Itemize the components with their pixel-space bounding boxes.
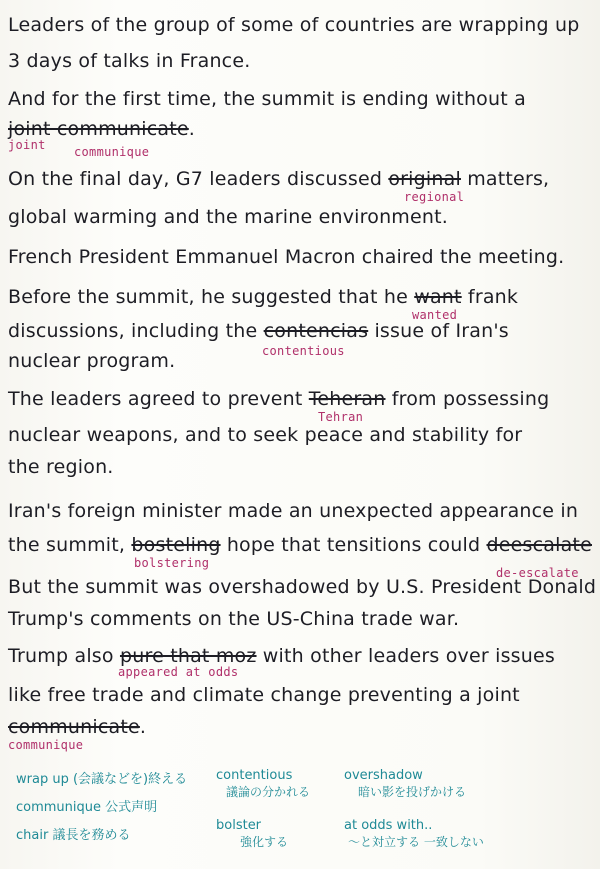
text-line-10 bbox=[8, 350, 175, 372]
text-line-4 bbox=[8, 118, 195, 140]
vocab-at-odds bbox=[344, 818, 484, 850]
struck-joint-communicate: joint communicate bbox=[8, 118, 189, 140]
text-line-15 bbox=[8, 534, 592, 556]
vocab-at-odds-term: at odds with.. bbox=[344, 818, 433, 833]
text-line-18 bbox=[8, 645, 555, 667]
struck-communicate: communicate bbox=[8, 716, 140, 738]
text-line-5-after: matters, bbox=[460, 168, 550, 190]
correction-appeared-at-odds: appeared at odds bbox=[118, 665, 239, 679]
text-line-8 bbox=[8, 286, 518, 308]
vocab-bolster-term: bolster bbox=[216, 818, 262, 833]
text-line-19-text: like free trade and climate change preventing a joint bbox=[8, 684, 520, 706]
text-line-18-after: with other leaders over issues bbox=[256, 645, 556, 667]
text-line-10-text: nuclear program. bbox=[8, 350, 176, 372]
vocab-wrap-up bbox=[16, 768, 187, 787]
text-line-7 bbox=[8, 246, 564, 268]
struck-teheran: Teheran bbox=[308, 388, 386, 410]
text-line-1 bbox=[8, 14, 579, 36]
text-line-5 bbox=[8, 168, 549, 190]
struck-pure-that-moz: pure that moz bbox=[119, 645, 257, 667]
correction-contentious: contentious bbox=[262, 344, 345, 358]
text-line-3 bbox=[8, 88, 526, 110]
struck-original: original bbox=[388, 168, 461, 190]
text-line-9-before: discussions, including the bbox=[8, 320, 264, 342]
text-line-15-after: hope that tensitions could bbox=[220, 534, 487, 556]
text-line-20-period: . bbox=[139, 716, 147, 738]
text-line-2 bbox=[8, 50, 250, 72]
correction-joint: joint bbox=[8, 138, 46, 152]
vocab-overshadow bbox=[344, 768, 466, 800]
text-line-3-text: And for the first time, the summit is ending without a bbox=[8, 88, 526, 110]
text-line-12 bbox=[8, 424, 522, 446]
text-line-1-text: Leaders of the group of some of countries are wrapping up bbox=[8, 14, 580, 36]
text-line-19 bbox=[8, 684, 520, 706]
vocab-contentious bbox=[216, 768, 310, 800]
text-line-14-text: Iran's foreign minister made an unexpected appearance in bbox=[8, 500, 579, 522]
text-line-15-before: the summit, bbox=[8, 534, 132, 556]
text-line-5-before: On the final day, G7 leaders discussed bbox=[8, 168, 389, 190]
vocab-bolster-meaning: 強化する bbox=[240, 835, 289, 849]
text-line-2-text: 3 days of talks in France. bbox=[8, 50, 251, 72]
struck-bosteling: bosteling bbox=[131, 534, 221, 556]
text-line-17 bbox=[8, 608, 459, 630]
text-line-13-text: the region. bbox=[8, 456, 114, 478]
correction-bolstering: bolstering bbox=[134, 556, 210, 570]
text-line-11-after: from possessing bbox=[385, 388, 550, 410]
vocab-chair-term: chair 議長を務める bbox=[16, 828, 131, 843]
text-line-8-before: Before the summit, he suggested that he bbox=[8, 286, 415, 308]
text-line-16-text: But the summit was overshadowed by U.S. President Donald bbox=[8, 576, 597, 598]
struck-deescalate: deescalate bbox=[486, 534, 592, 556]
text-line-12-text: nuclear weapons, and to seek peace and stability for bbox=[8, 424, 523, 446]
text-line-9 bbox=[8, 320, 509, 342]
text-line-7-text: French President Emmanuel Macron chaired the meeting. bbox=[8, 246, 565, 268]
vocab-overshadow-term: overshadow bbox=[344, 768, 423, 783]
vocab-overshadow-meaning: 暗い影を投げかける bbox=[358, 785, 467, 799]
text-line-13 bbox=[8, 456, 114, 478]
text-line-4-period: . bbox=[188, 118, 196, 140]
correction-tehran: Tehran bbox=[318, 410, 364, 424]
correction-wanted: wanted bbox=[412, 308, 458, 322]
text-line-6-text: global warming and the marine environment. bbox=[8, 206, 449, 228]
text-line-8-after: frank bbox=[461, 286, 519, 308]
vocab-wrap-up-term: wrap up (会議などを)終える bbox=[16, 772, 188, 787]
struck-contencias: contencias bbox=[263, 320, 369, 342]
text-line-20 bbox=[8, 716, 146, 738]
correction-regional: regional bbox=[404, 190, 465, 204]
text-line-6 bbox=[8, 206, 448, 228]
vocab-contentious-meaning: 議論の分かれる bbox=[226, 785, 311, 799]
correction-communique-2: communique bbox=[8, 738, 84, 752]
text-line-11-before: The leaders agreed to prevent bbox=[8, 388, 309, 410]
correction-communique-1: communique bbox=[74, 145, 150, 159]
text-line-11 bbox=[8, 388, 549, 410]
text-line-18-before: Trump also bbox=[8, 645, 120, 667]
struck-want: want bbox=[414, 286, 462, 308]
text-line-17-text: Trump's comments on the US-China trade war. bbox=[8, 608, 460, 630]
vocab-communique bbox=[16, 796, 157, 815]
vocab-bolster bbox=[216, 818, 288, 850]
vocab-at-odds-meaning: 〜と対立する 一致しない bbox=[348, 835, 484, 849]
vocab-communique-term: communique 公式声明 bbox=[16, 800, 158, 815]
text-line-9-after: issue of Iran's bbox=[368, 320, 509, 342]
correction-de-escalate: de-escalate bbox=[496, 566, 579, 580]
vocab-chair bbox=[16, 824, 130, 843]
text-line-14 bbox=[8, 500, 578, 522]
vocab-contentious-term: contentious bbox=[216, 768, 293, 783]
